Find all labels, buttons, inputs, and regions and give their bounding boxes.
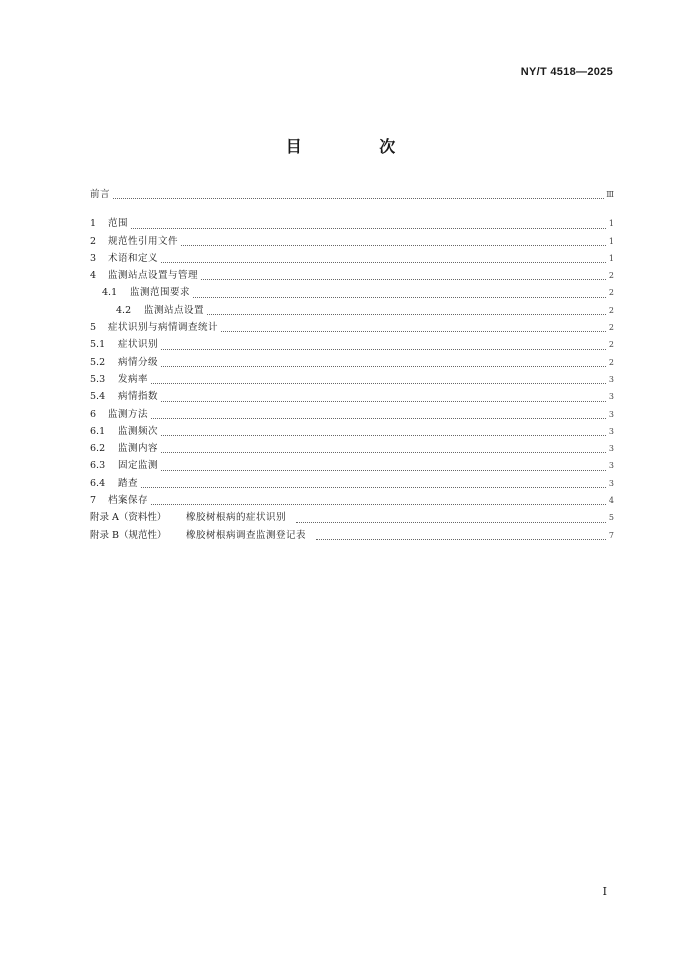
- toc-entry-page: 4: [608, 496, 614, 506]
- toc-dot-leader: [181, 244, 606, 246]
- toc-entry-label: 范围: [108, 218, 129, 230]
- toc-dot-leader: [151, 382, 606, 384]
- toc-entry-page: 3: [608, 478, 614, 488]
- toc-entry-label: 监测站点设置与管理: [108, 270, 199, 282]
- toc-entry-label: 档案保存: [108, 495, 149, 507]
- toc-dot-leader: [161, 348, 606, 350]
- toc-entry-label: 前言: [90, 189, 111, 200]
- toc-entry-page: 1: [608, 219, 614, 229]
- toc-entry-5-3[interactable]: [90, 371, 614, 388]
- toc-title: 目 次: [285, 137, 432, 156]
- standard-number: NY/T 4518—2025: [520, 66, 613, 78]
- toc-entry-label: 监测站点设置: [144, 304, 205, 316]
- toc-entry-number: 2: [90, 235, 97, 247]
- toc-entry-monitoring-sites[interactable]: [90, 267, 614, 284]
- toc-entry-label: 症状识别: [118, 339, 159, 351]
- toc-entry-scope[interactable]: [90, 215, 614, 232]
- toc-dot-leader: [161, 261, 606, 263]
- toc-entry-number: 附录 A（资料性）: [90, 512, 167, 524]
- toc-dot-leader: [161, 451, 606, 453]
- toc-entry-normative-references[interactable]: [90, 233, 614, 250]
- toc-entry-number: 6.4: [90, 477, 106, 489]
- toc-entry-symptom-identification[interactable]: [90, 319, 614, 336]
- page-number: I: [602, 885, 607, 898]
- toc-entry-6-3[interactable]: [90, 457, 614, 474]
- toc-entry-4-2[interactable]: [90, 302, 614, 319]
- toc-entry-page: 7: [608, 530, 614, 540]
- toc-entry-number: 6.3: [90, 460, 106, 472]
- toc-entry-number: 附录 B（规范性）: [90, 529, 167, 541]
- toc-dot-leader: [141, 486, 606, 488]
- toc-dot-leader: [161, 365, 606, 367]
- toc-entry-page: 2: [608, 288, 614, 298]
- toc-entry-number: 5.1: [90, 339, 106, 351]
- toc-entry-page: 2: [608, 323, 614, 333]
- toc-entry-4-1[interactable]: [90, 284, 614, 301]
- toc-dot-leader: [296, 521, 606, 523]
- toc-entry-archive[interactable]: [90, 492, 614, 509]
- toc-entry-number: 7: [90, 495, 97, 507]
- toc-entry-label: 监测方法: [108, 408, 149, 420]
- toc-entry-page: 3: [608, 374, 614, 384]
- toc-entry-terms[interactable]: [90, 250, 614, 267]
- toc-entry-label: 病情分级: [118, 356, 159, 368]
- toc-entry-number: 5.4: [90, 391, 106, 403]
- toc-entry-5-1[interactable]: [90, 336, 614, 353]
- toc-dot-leader: [221, 330, 606, 332]
- toc-entry-label: 监测频次: [118, 425, 159, 437]
- toc-entry-label: 橡胶树根病调查监测登记表: [186, 529, 307, 541]
- toc-entry-page: 2: [608, 305, 614, 315]
- toc-entry-label: 踏查: [118, 477, 139, 489]
- toc-entry-foreword[interactable]: [90, 186, 614, 203]
- toc-dot-leader: [131, 227, 606, 229]
- toc-entry-number: 4.1: [102, 287, 118, 299]
- toc-entry-number: 6: [90, 408, 97, 420]
- toc-entry-label: 规范性引用文件: [108, 235, 179, 247]
- toc-entry-number: 5: [90, 322, 97, 334]
- toc-entry-6-4[interactable]: [90, 475, 614, 492]
- toc-entry-page: 3: [608, 392, 614, 402]
- toc-dot-leader: [113, 197, 604, 199]
- toc-dot-leader: [151, 503, 606, 505]
- toc-entry-number: 6.2: [90, 443, 106, 455]
- toc-entry-page: 1: [608, 236, 614, 246]
- toc-entry-page: 3: [608, 409, 614, 419]
- toc-entry-page: 5: [608, 513, 614, 523]
- toc-dot-leader: [161, 400, 606, 402]
- toc-entry-6-1[interactable]: [90, 423, 614, 440]
- toc-entry-number: 4: [90, 270, 97, 282]
- toc-entry-label: 监测内容: [118, 443, 159, 455]
- toc-dot-leader: [193, 296, 606, 298]
- toc-entry-number: 3: [90, 252, 97, 264]
- toc-entry-label: 固定监测: [118, 460, 159, 472]
- toc-entry-appendix-a[interactable]: [90, 509, 614, 526]
- toc-dot-leader: [161, 434, 606, 436]
- toc-dot-leader: [151, 417, 606, 419]
- toc-entry-page: 2: [608, 357, 614, 367]
- toc-entry-number: 4.2: [116, 304, 132, 316]
- toc-entry-label: 监测范围要求: [130, 287, 191, 299]
- toc-dot-leader: [161, 469, 606, 471]
- toc-dot-leader: [316, 538, 606, 540]
- toc-entry-label: 病情指数: [118, 391, 159, 403]
- toc-entry-6-2[interactable]: [90, 440, 614, 457]
- toc-dot-leader: [207, 313, 606, 315]
- toc-entry-number: 1: [90, 218, 97, 230]
- toc-entry-label: 术语和定义: [108, 252, 159, 264]
- toc-entry-5-4[interactable]: [90, 388, 614, 405]
- toc-entry-appendix-b[interactable]: [90, 527, 614, 544]
- toc-entry-label: 症状识别与病情调查统计: [108, 322, 219, 334]
- toc-entry-number: 5.3: [90, 373, 106, 385]
- toc-entry-number: 5.2: [90, 356, 106, 368]
- toc-entry-page: 3: [608, 444, 614, 454]
- toc-entry-page: 2: [608, 340, 614, 350]
- toc-dot-leader: [201, 278, 606, 280]
- toc-entry-page: 3: [608, 426, 614, 436]
- toc-entry-5-2[interactable]: [90, 354, 614, 371]
- toc-entry-page: 2: [608, 271, 614, 281]
- toc-entry-monitoring-methods[interactable]: [90, 406, 614, 423]
- toc-entry-page: 3: [608, 461, 614, 471]
- toc-entry-number: 6.1: [90, 425, 106, 437]
- toc-entry-label: 发病率: [118, 373, 149, 385]
- toc-entry-page: 1: [608, 253, 614, 263]
- table-of-contents: [90, 186, 614, 544]
- toc-entry-label: 橡胶树根病的症状识别: [186, 512, 287, 524]
- toc-entry-page: Ⅲ: [606, 190, 614, 199]
